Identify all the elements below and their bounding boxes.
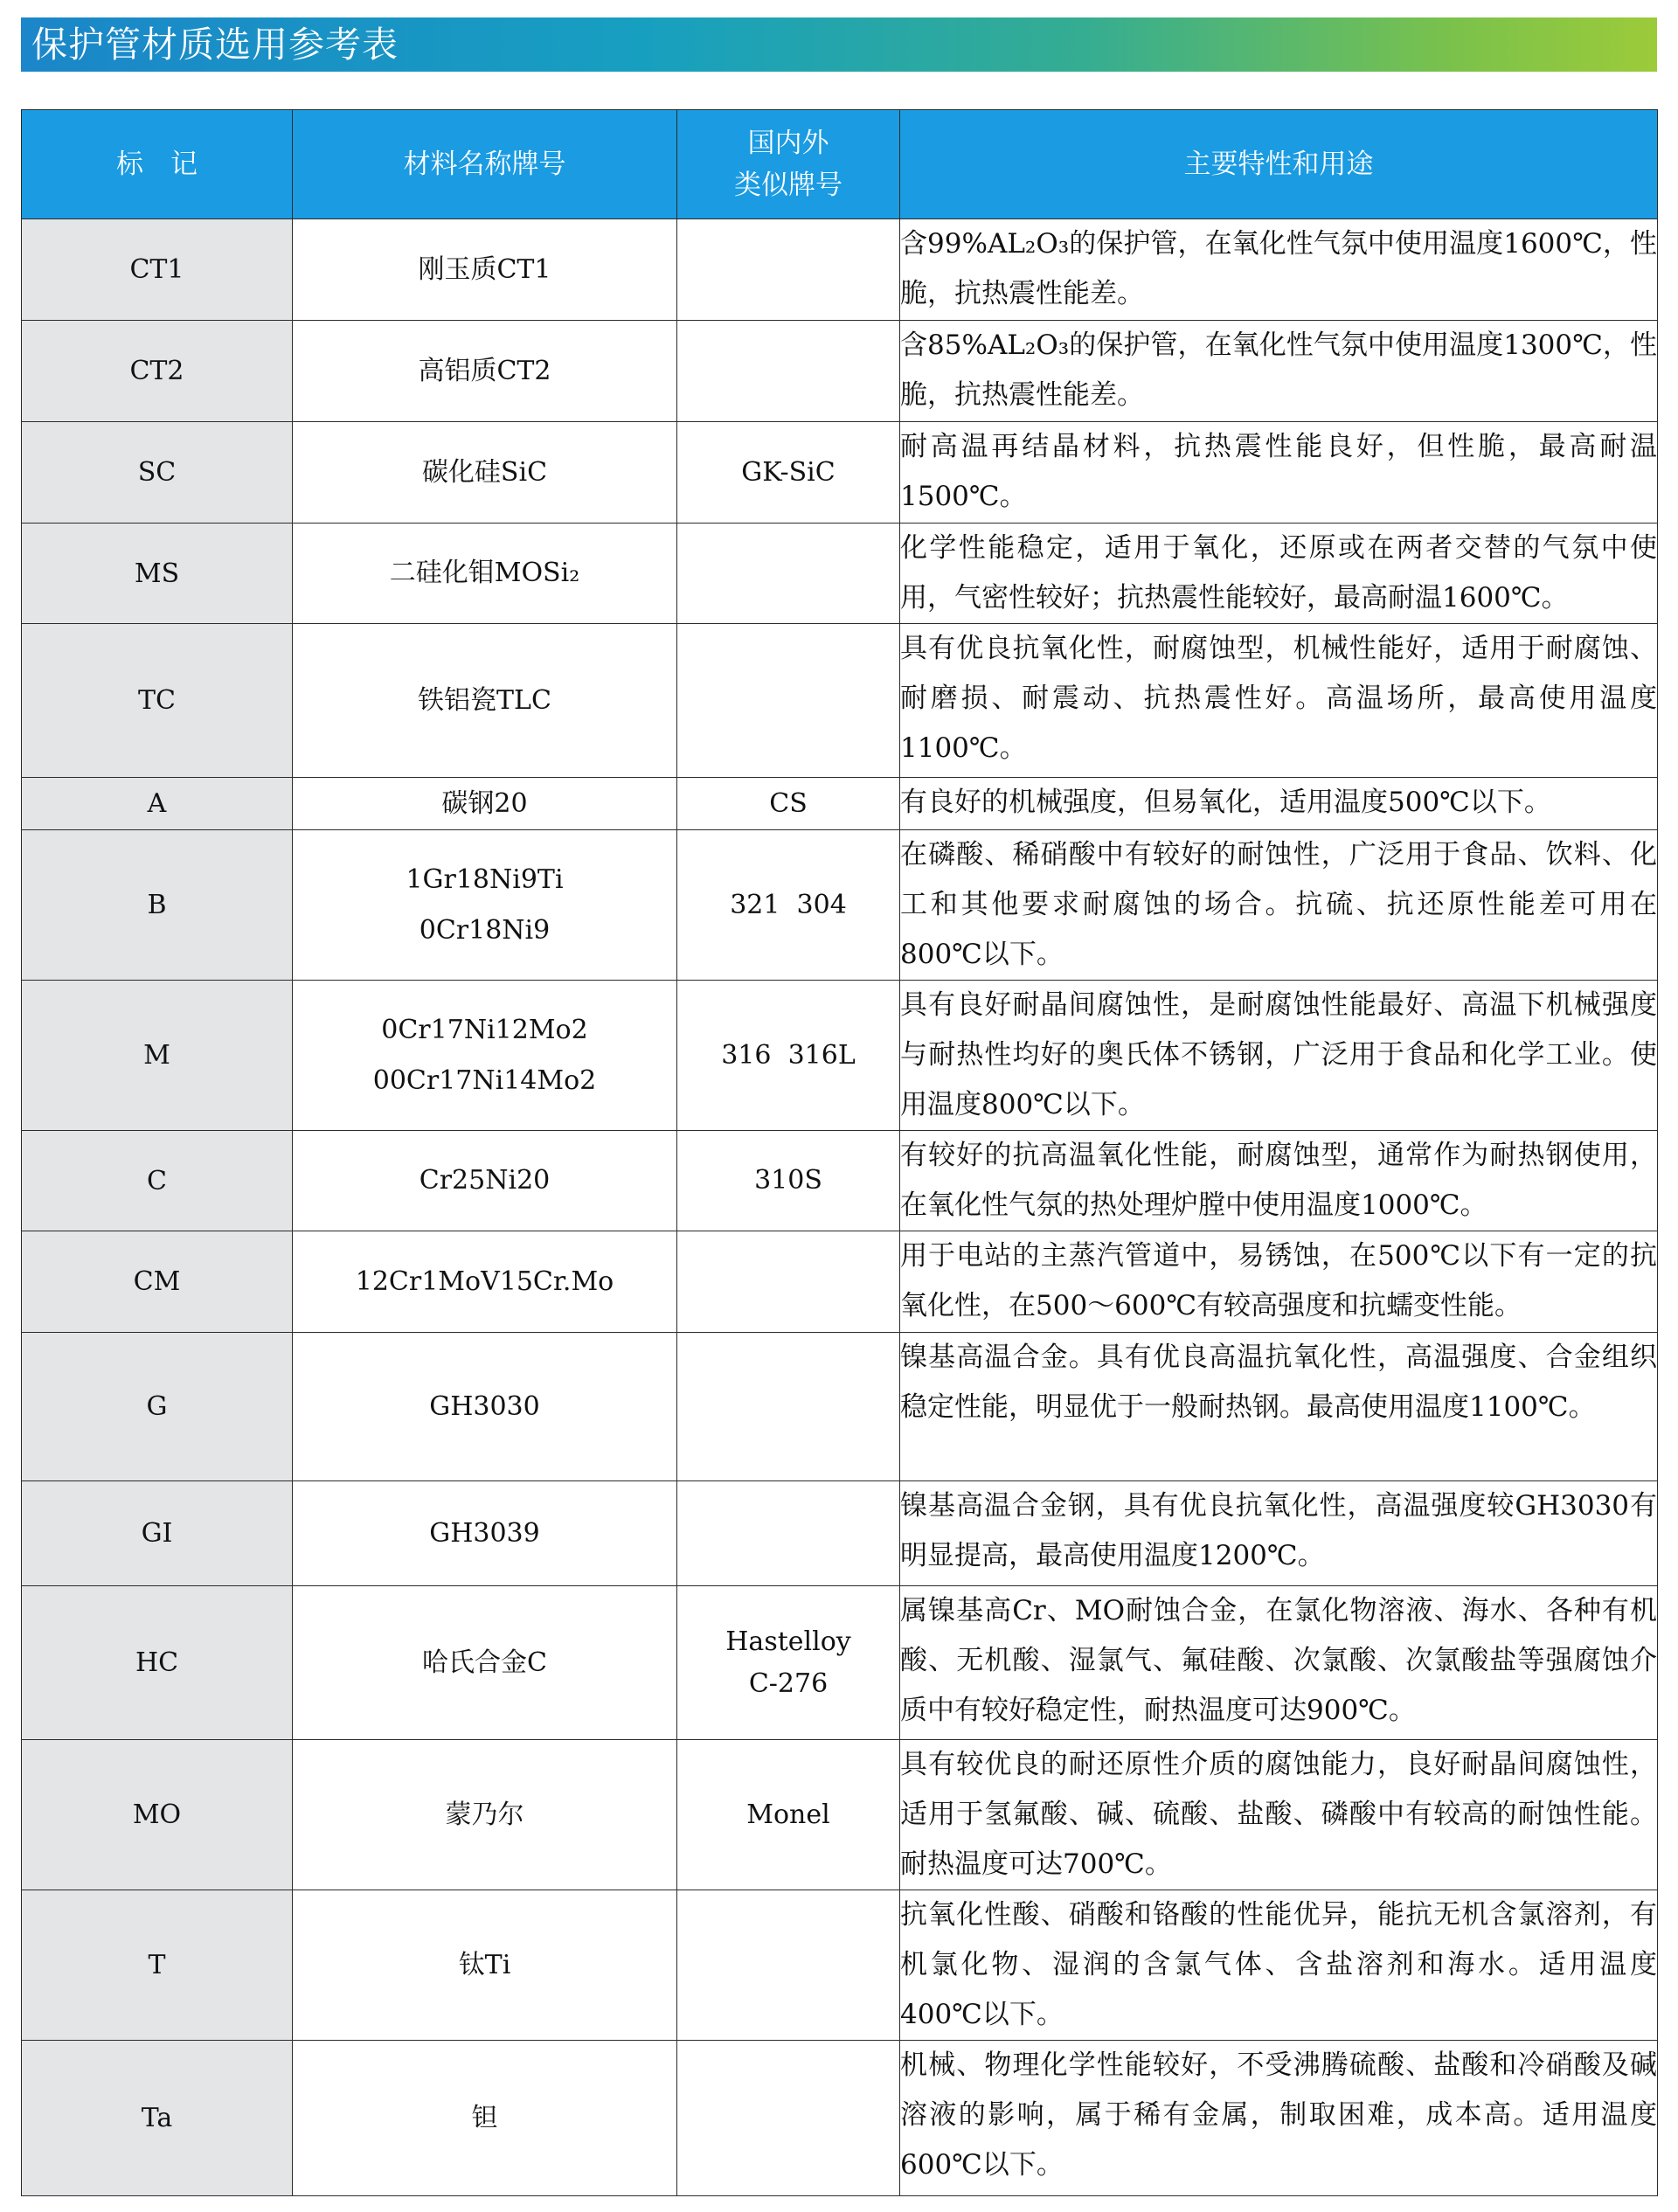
table-row (22, 1231, 1658, 1333)
header-material-name: 材料名称牌号 (293, 110, 677, 219)
cell-properties: 耐高温再结晶材料，抗热震性能良好，但性脆，最高耐温1500℃。 (900, 422, 1658, 524)
cell-material-name (293, 981, 677, 1131)
cell-properties: 有较好的抗高温氧化性能，耐腐蚀型，通常作为耐热钢使用，在氧化性气氛的热处理炉膛中使用温度1000℃。 (900, 1131, 1658, 1231)
cell-similar-grade (677, 219, 900, 321)
cell-properties: 镍基高温合金钢，具有优良抗氧化性，高温强度较GH3030有明显提高，最高使用温度1200℃。 (900, 1481, 1658, 1586)
cell-code: T (22, 1890, 293, 2041)
cell-material-name (293, 1231, 677, 1333)
cell-similar-grade: Monel (677, 1740, 900, 1890)
cell-properties: 用于电站的主蒸汽管道中，易锈蚀，在500℃以下有一定的抗氧化性，在500～600℃有较高强度和抗蠕变性能。 (900, 1231, 1658, 1333)
material-name-line: GH3030 (429, 1390, 540, 1422)
cell-code: MO (22, 1740, 293, 1890)
page-title: 保护管材质选用参考表 (31, 24, 399, 66)
material-name-line: 1Gr18Ni9Ti (406, 863, 564, 895)
cell-material-name (293, 1586, 677, 1740)
table-row (22, 830, 1658, 981)
table-row (22, 1586, 1658, 1740)
material-name-line: 0Cr17Ni12Mo2 (381, 1014, 588, 1045)
cell-material-name (293, 219, 677, 321)
cell-code: M (22, 981, 293, 1131)
cell-similar-grade (677, 1481, 900, 1586)
cell-properties: 含85%AL₂O₃的保护管，在氧化性气氛中使用温度1300℃，性脆，抗热震性能差。 (900, 321, 1658, 422)
table-row (22, 1740, 1658, 1890)
cell-material-name (293, 321, 677, 422)
table-body (22, 219, 1658, 2196)
material-name-line: 钛Ti (458, 1949, 511, 1980)
table-row (22, 321, 1658, 422)
cell-code: CT1 (22, 219, 293, 321)
table-row (22, 2041, 1658, 2196)
cell-similar-grade: Hastelloy C-276 (677, 1586, 900, 1740)
material-name-line: 哈氏合金C (422, 1647, 547, 1678)
cell-material-name (293, 778, 677, 830)
table-header-row (22, 110, 1658, 219)
cell-code: C (22, 1131, 293, 1231)
cell-code: GI (22, 1481, 293, 1586)
cell-material-name (293, 1481, 677, 1586)
material-name-line: 碳化硅SiC (421, 456, 548, 488)
cell-material-name (293, 1131, 677, 1231)
cell-code: B (22, 830, 293, 981)
cell-material-name (293, 1890, 677, 2041)
table-row (22, 981, 1658, 1131)
cell-properties: 具有良好耐晶间腐蚀性，是耐腐蚀性能最好、高温下机械强度与耐热性均好的奥氏体不锈钢，广泛用于食品和化学工业。使用温度800℃以下。 (900, 981, 1658, 1131)
cell-similar-grade (677, 1890, 900, 2041)
cell-properties: 有良好的机械强度，但易氧化，适用温度500℃以下。 (900, 778, 1658, 830)
title-bar (21, 17, 1657, 72)
material-table (21, 109, 1658, 2196)
cell-material-name (293, 1740, 677, 1890)
material-name-line: 刚玉质CT1 (418, 253, 551, 285)
material-name-line: 碳钢20 (441, 787, 528, 819)
cell-code: MS (22, 524, 293, 624)
header-code: 标 记 (22, 110, 293, 219)
material-name-line: 00Cr17Ni14Mo2 (372, 1064, 597, 1096)
cell-similar-grade (677, 624, 900, 778)
material-name-line: 高铝质CT2 (418, 355, 551, 386)
table-row (22, 1333, 1658, 1481)
material-name-line: 0Cr18Ni9 (419, 914, 551, 946)
cell-material-name (293, 624, 677, 778)
table-row (22, 778, 1658, 830)
cell-similar-grade (677, 321, 900, 422)
cell-properties: 抗氧化性酸、硝酸和铬酸的性能优异，能抗无机含氯溶剂，有机氯化物、湿润的含氯气体、含盐溶剂和海水。适用温度400℃以下。 (900, 1890, 1658, 2041)
cell-material-name (293, 422, 677, 524)
table-row (22, 422, 1658, 524)
cell-code: G (22, 1333, 293, 1481)
cell-properties: 含99%AL₂O₃的保护管，在氧化性气氛中使用温度1600℃，性脆，抗热震性能差。 (900, 219, 1658, 321)
material-name-line: 二硅化钼MOSi₂ (389, 558, 580, 588)
cell-similar-grade: 316 316L (677, 981, 900, 1131)
cell-material-name (293, 1333, 677, 1481)
table-row (22, 524, 1658, 624)
cell-similar-grade (677, 2041, 900, 2196)
material-name-line: 12Cr1MoV15Cr.Mo (355, 1265, 614, 1297)
cell-similar-grade: CS (677, 778, 900, 830)
cell-code: TC (22, 624, 293, 778)
table-row (22, 1481, 1658, 1586)
cell-similar-grade (677, 1231, 900, 1333)
cell-properties: 化学性能稳定，适用于氧化，还原或在两者交替的气氛中使用，气密性较好；抗热震性能较好，最高耐温1600℃。 (900, 524, 1658, 624)
cell-similar-grade (677, 1333, 900, 1481)
cell-similar-grade: 321 304 (677, 830, 900, 981)
material-name-line: 钽 (471, 2102, 498, 2133)
cell-code: CT2 (22, 321, 293, 422)
header-properties: 主要特性和用途 (900, 110, 1658, 219)
cell-code: SC (22, 422, 293, 524)
cell-material-name (293, 830, 677, 981)
cell-similar-grade (677, 524, 900, 624)
material-name-line: Cr25Ni20 (419, 1165, 551, 1196)
table-row (22, 1131, 1658, 1231)
cell-properties: 属镍基高Cr、MO耐蚀合金，在氯化物溶液、海水、各种有机酸、无机酸、湿氯气、氟硅酸、次氯酸、次氯酸盐等强腐蚀介质中有较好稳定性，耐热温度可达900℃。 (900, 1586, 1658, 1740)
material-name-line: GH3039 (429, 1517, 540, 1549)
table-row (22, 1890, 1658, 2041)
table-row (22, 624, 1658, 778)
cell-similar-grade: 310S (677, 1131, 900, 1231)
material-name-line: 铁铝瓷TLC (418, 684, 551, 716)
cell-material-name (293, 524, 677, 624)
cell-material-name (293, 2041, 677, 2196)
cell-similar-grade: GK-SiC (677, 422, 900, 524)
cell-code: A (22, 778, 293, 830)
cell-properties: 具有优良抗氧化性，耐腐蚀型，机械性能好，适用于耐腐蚀、耐磨损、耐震动、抗热震性好。高温场所，最高使用温度1100℃。 (900, 624, 1658, 778)
cell-properties: 镍基高温合金。具有优良高温抗氧化性，高温强度、合金组织稳定性能，明显优于一般耐热钢。最高使用温度1100℃。 (900, 1333, 1658, 1481)
table-row (22, 219, 1658, 321)
cell-code: CM (22, 1231, 293, 1333)
material-name-line: 蒙乃尔 (445, 1799, 524, 1830)
cell-properties: 在磷酸、稀硝酸中有较好的耐蚀性，广泛用于食品、饮料、化工和其他要求耐腐蚀的场合。抗硫、抗还原性能差可用在800℃以下。 (900, 830, 1658, 981)
header-similar-grade: 国内外 类似牌号 (677, 110, 900, 219)
cell-properties: 机械、物理化学性能较好，不受沸腾硫酸、盐酸和冷硝酸及碱溶液的影响，属于稀有金属，制取困难，成本高。适用温度600℃以下。 (900, 2041, 1658, 2196)
cell-code: HC (22, 1586, 293, 1740)
cell-code: Ta (22, 2041, 293, 2196)
cell-properties: 具有较优良的耐还原性介质的腐蚀能力，良好耐晶间腐蚀性，适用于氢氟酸、碱、硫酸、盐酸、磷酸中有较高的耐蚀性能。耐热温度可达700℃。 (900, 1740, 1658, 1890)
